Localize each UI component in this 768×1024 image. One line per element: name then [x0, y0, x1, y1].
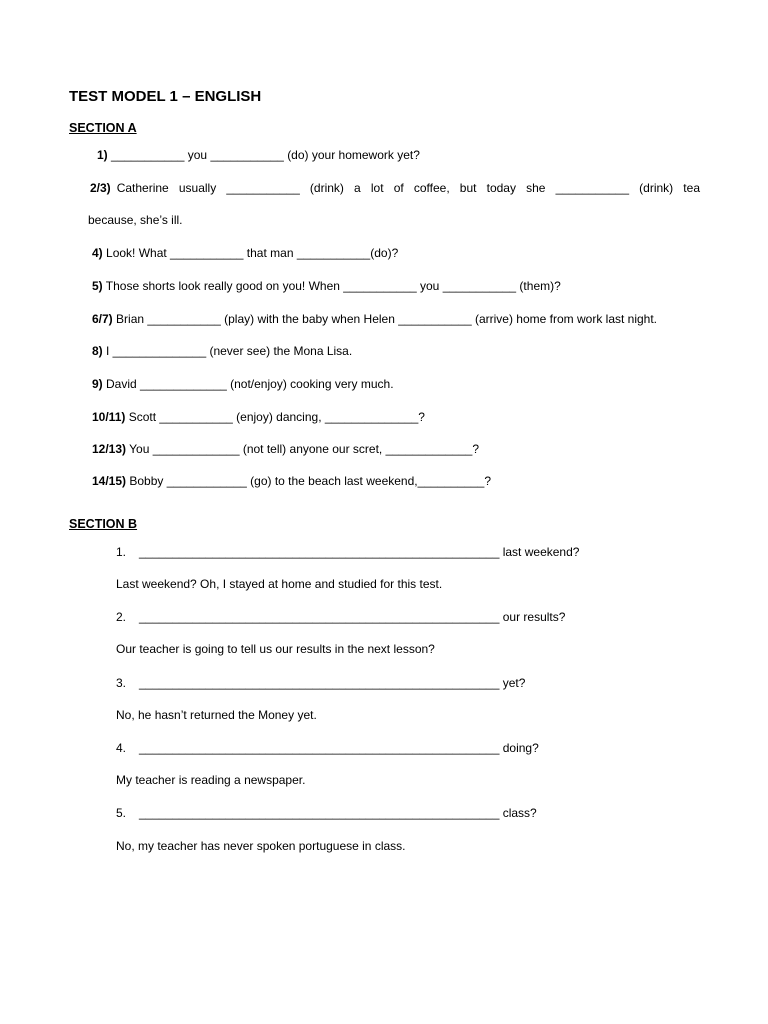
- question-text: Catherine usually ___________ (drink) a lot of coffee, but today she ___________ (drink) tea: [116, 181, 700, 195]
- question-text: ___________ you ___________ (do) your homework yet?: [111, 148, 420, 162]
- b-item-2-answer: Our teacher is going to tell us our results in the next lesson?: [116, 642, 435, 656]
- question-5: [92, 279, 561, 293]
- question-text: Look! What ___________ that man ___________(do)?: [106, 246, 399, 260]
- question-14-15: [92, 474, 491, 488]
- question-1: [97, 148, 420, 162]
- question-text: I ______________ (never see) the Mona Lisa.: [106, 344, 353, 358]
- question-number: 12/13): [92, 442, 127, 456]
- question-6-7: [92, 312, 657, 326]
- question-number: 5): [92, 279, 103, 293]
- document-title: TEST MODEL 1 – ENGLISH: [69, 88, 262, 105]
- question-2-3-continued: because, she’s ill.: [88, 213, 183, 227]
- b-item-1-number: 1.: [116, 545, 127, 559]
- b-item-5-number: 5.: [116, 806, 127, 820]
- question-number: 9): [92, 377, 103, 391]
- b-item-2-question: ______________________________________________________ our results?: [139, 610, 566, 624]
- b-item-5-question: ______________________________________________________ class?: [139, 806, 537, 820]
- question-12-13: [92, 442, 479, 456]
- section-b-heading: SECTION B: [69, 517, 138, 531]
- b-item-1-answer: Last weekend? Oh, I stayed at home and studied for this test.: [116, 577, 443, 591]
- b-item-1-question: ______________________________________________________ last weekend?: [139, 545, 580, 559]
- b-item-5-answer: No, my teacher has never spoken portuguese in class.: [116, 839, 406, 853]
- question-number: 1): [97, 148, 108, 162]
- question-8: [92, 344, 352, 358]
- question-2-3: [90, 181, 700, 195]
- question-text: Brian ___________ (play) with the baby when Helen ___________ (arrive) home from work last night.: [116, 312, 658, 326]
- question-text: Scott ___________ (enjoy) dancing, ______________?: [128, 410, 425, 424]
- question-4: [92, 246, 398, 260]
- question-9: [92, 377, 394, 391]
- b-item-3-question: ______________________________________________________ yet?: [139, 676, 526, 690]
- question-number: 2/3): [90, 181, 111, 195]
- question-number: 14/15): [92, 474, 127, 488]
- question-text: Those shorts look really good on you! When ___________ you ___________ (them)?: [105, 279, 561, 293]
- question-number: 6/7): [92, 312, 113, 326]
- question-number: 10/11): [92, 410, 126, 424]
- question-text: You _____________ (not tell) anyone our scret, _____________?: [129, 442, 480, 456]
- b-item-2-number: 2.: [116, 610, 127, 624]
- b-item-4-number: 4.: [116, 741, 127, 755]
- question-number: 8): [92, 344, 103, 358]
- b-item-4-answer: My teacher is reading a newspaper.: [116, 773, 306, 787]
- question-10-11: [92, 410, 425, 424]
- question-number: 4): [92, 246, 103, 260]
- b-item-3-answer: No, he hasn’t returned the Money yet.: [116, 708, 317, 722]
- question-text: David _____________ (not/enjoy) cooking very much.: [106, 377, 394, 391]
- b-item-4-question: ______________________________________________________ doing?: [139, 741, 539, 755]
- section-a-heading: SECTION A: [69, 121, 137, 135]
- b-item-3-number: 3.: [116, 676, 127, 690]
- question-text: Bobby ____________ (go) to the beach last weekend,__________?: [129, 474, 492, 488]
